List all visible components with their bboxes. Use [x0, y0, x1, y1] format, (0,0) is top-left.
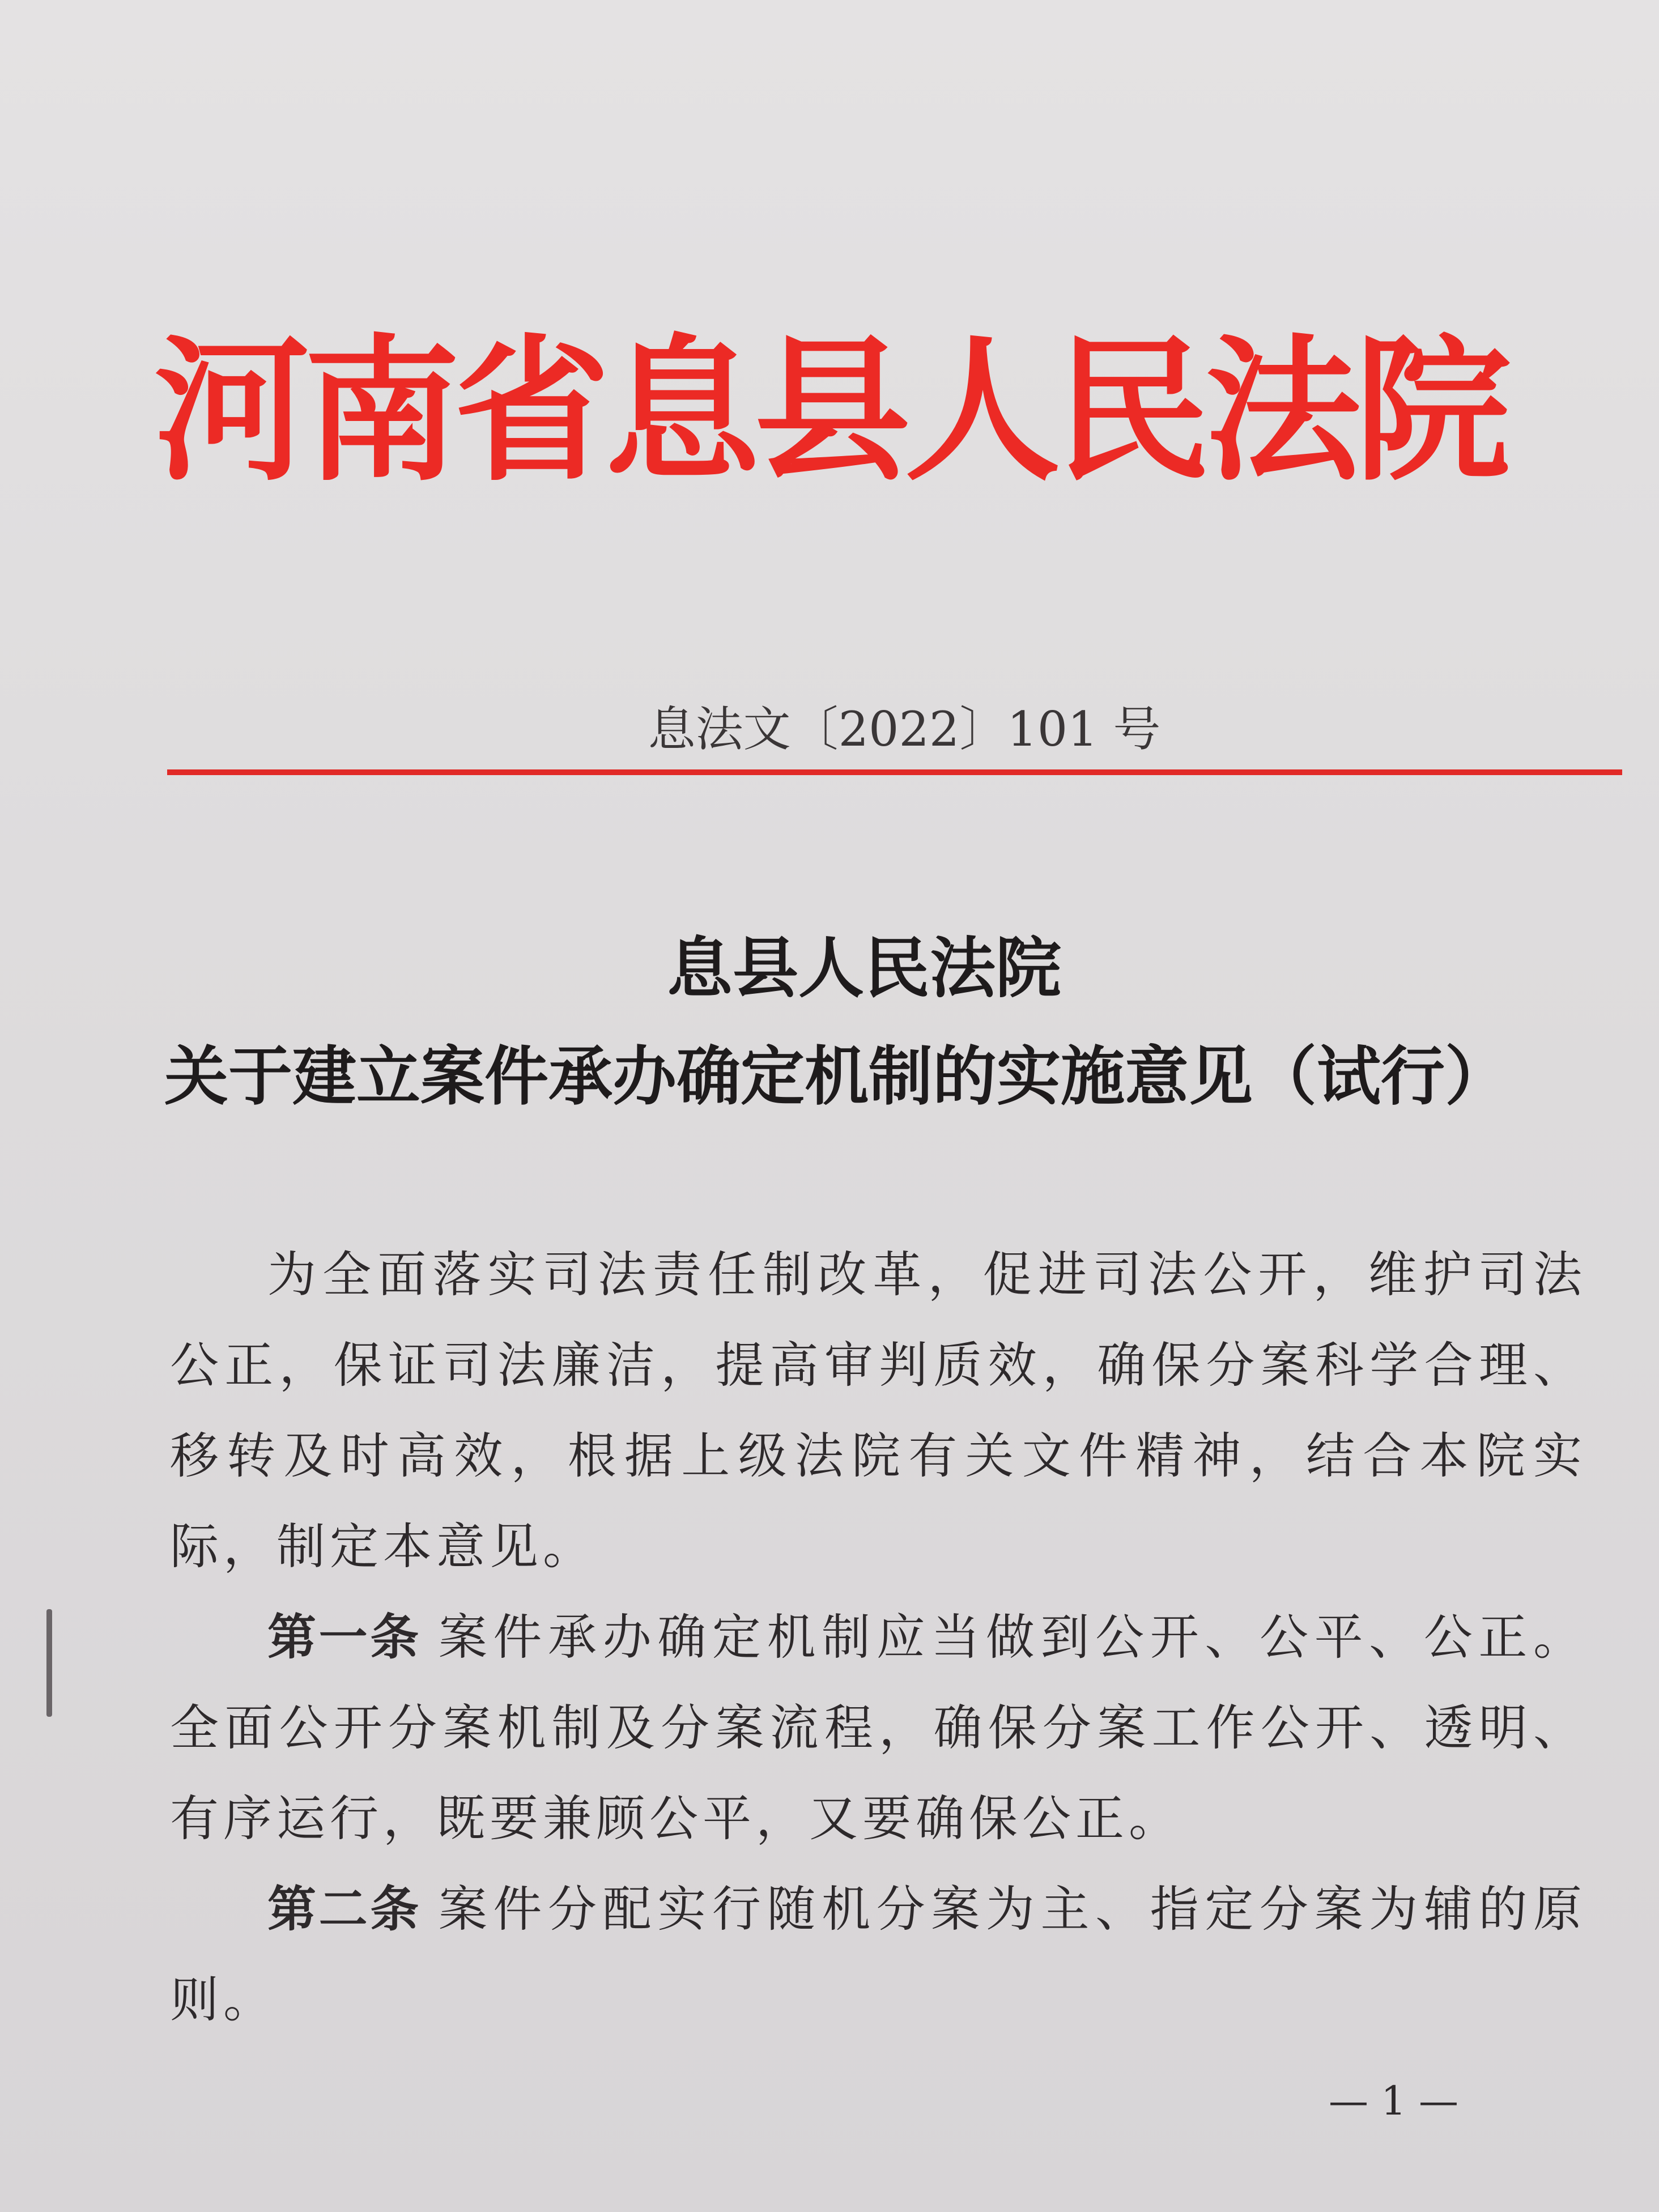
- article-text: 案件承办确定机制应当做到公开、公平、公正。全面公开分案机制及分案流程，确保分案工作公开、透明、有序运行，既要兼顾公平，又要确保公正。: [170, 1609, 1587, 1847]
- document-number: 息法文〔2022〕101 号: [648, 701, 1161, 757]
- document-title-issuer: 息县人民法院: [667, 930, 1061, 1007]
- margin-mark: [46, 1609, 52, 1717]
- article-paragraph: [170, 1864, 1586, 2045]
- article-heading: 第一条: [267, 1609, 422, 1666]
- page-number: — 1 —: [1329, 2078, 1459, 2124]
- article-text: 案件分配实行随机分案为主、指定分案为辅的原则。: [170, 1881, 1587, 2028]
- intro-paragraph: 为全面落实司法责任制改革，促进司法公开，维护司法公正，保证司法廉洁，提高审判质效，确保分案科学合理、移转及时高效，根据上级法院有关文件精神，结合本院实际，制定本意见。: [170, 1247, 1586, 1575]
- article-heading: 第二条: [267, 1881, 422, 1938]
- document-title-subject: 关于建立案件承办确定机制的实施意见（试行）: [164, 1039, 1509, 1114]
- document-body: [170, 1230, 1586, 2045]
- article-paragraph: [170, 1592, 1586, 1864]
- letterhead-title: 河南省息县人民法院: [154, 319, 1505, 502]
- red-divider-line: [167, 769, 1622, 775]
